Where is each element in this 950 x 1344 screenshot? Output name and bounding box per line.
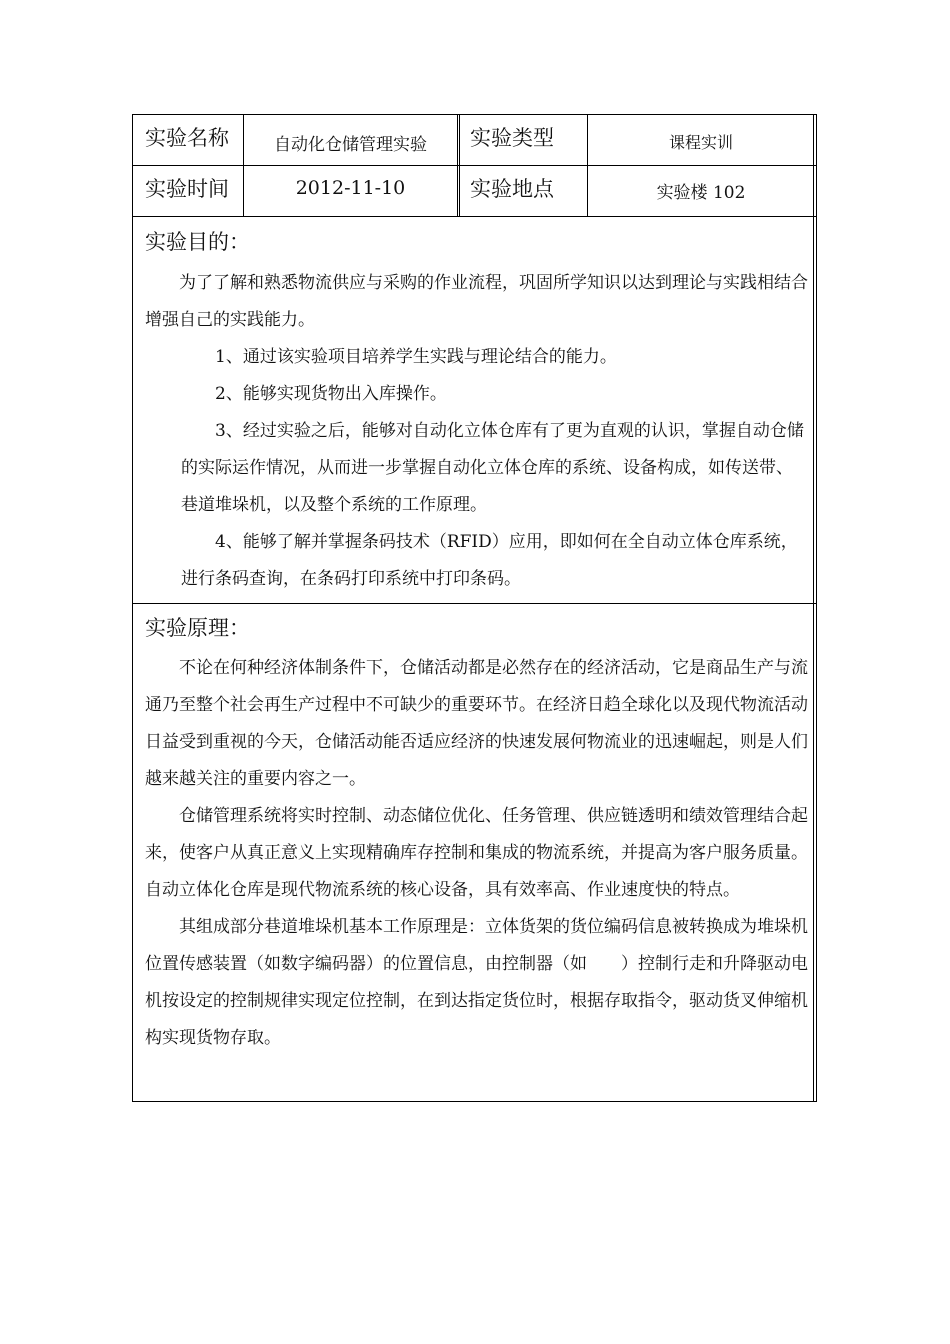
experiment-place-label: 实验地点 bbox=[470, 177, 554, 201]
experiment-type-label: 实验类型 bbox=[470, 126, 554, 150]
col-divider bbox=[457, 115, 460, 216]
purpose-body bbox=[145, 265, 808, 598]
purpose-item-2: 2、能够实现货物出入库操作。 bbox=[215, 384, 447, 404]
purpose-item-4: 4、能够了解并掌握条码技术（RFID）应用，即如何在全自动立体仓库系统，进行条码查询，在条码打印系统中打印条码。 bbox=[181, 532, 798, 589]
experiment-place-value: 实验楼 102 bbox=[656, 182, 746, 203]
purpose-item-3: 3、经过实验之后，能够对自动化立体仓库有了更为直观的认识，掌握自动仓储的实际运作情况，从而进一步掌握自动化立体仓库的系统、设备构成，如传送带、巷道堆垛机，以及整个系统的工作原理。 bbox=[181, 421, 804, 515]
row-divider bbox=[133, 216, 816, 217]
purpose-item-1: 1、通过该实验项目培养学生实践与理论结合的能力。 bbox=[215, 347, 617, 367]
purpose-title: 实验目的： bbox=[145, 230, 250, 254]
principle-paragraph-3: 其组成部分巷道堆垛机基本工作原理是：立体货架的货位编码信息被转换成为堆垛机位置传感装置（如数字编码器）的位置信息，由控制器（如 ）控制行走和升降驱动电机按设定的控制规律实现定位控制，在到达指定货位时，根据存取指令，驱动货叉伸缩机构实现货物存取。 bbox=[145, 917, 808, 1048]
section-divider bbox=[133, 603, 816, 604]
experiment-name-label: 实验名称 bbox=[145, 126, 229, 150]
principle-title: 实验原理： bbox=[145, 616, 250, 640]
experiment-time-label: 实验时间 bbox=[145, 177, 229, 201]
report-table bbox=[132, 114, 817, 1102]
experiment-name-value: 自动化仓储管理实验 bbox=[274, 134, 427, 155]
experiment-time-value: 2012-11-10 bbox=[295, 177, 406, 199]
purpose-intro: 为了了解和熟悉物流供应与采购的作业流程，巩固所学知识以达到理论与实践相结合增强自己的实践能力。 bbox=[145, 273, 808, 330]
experiment-type-value: 课程实训 bbox=[668, 132, 733, 152]
principle-paragraph-2: 仓储管理系统将实时控制、动态储位优化、任务管理、供应链透明和绩效管理结合起来，使客户从真正意义上实现精确库存控制和集成的物流系统，并提高为客户服务质量。自动立体化仓库是现代物流系统的核心设备，具有效率高、作业速度快的特点。 bbox=[145, 806, 808, 900]
principle-body bbox=[145, 650, 808, 1057]
principle-paragraph-1: 不论在何种经济体制条件下，仓储活动都是必然存在的经济活动，它是商品生产与流通乃至整个社会再生产过程中不可缺少的重要环节。在经济日趋全球化以及现代物流活动日益受到重视的今天，仓储活动能否适应经济的快速发展何物流业的迅速崛起，则是人们越来越关注的重要内容之一。 bbox=[145, 658, 808, 789]
